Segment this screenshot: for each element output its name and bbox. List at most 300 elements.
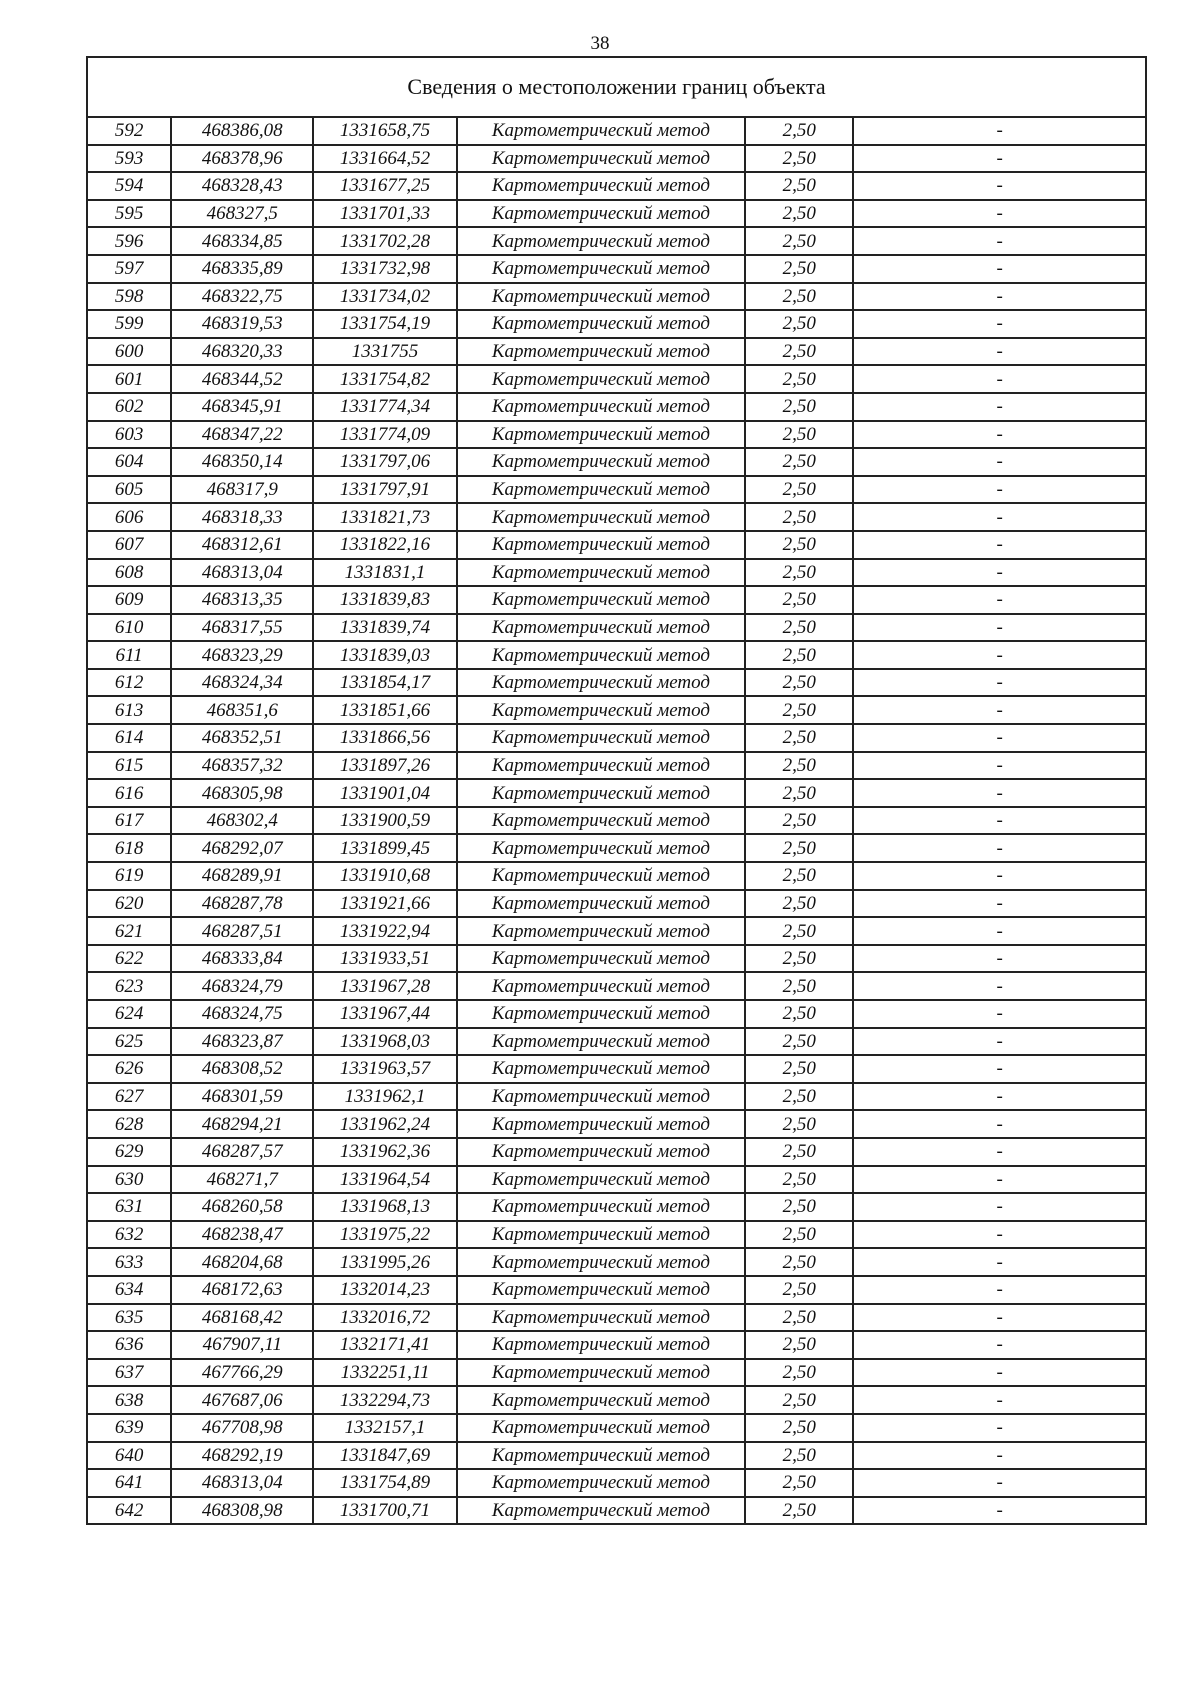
table-row [87,448,1146,476]
coordinate-y-cell: 1331702,28 [313,227,456,255]
coordinate-x-cell: 468292,19 [171,1442,313,1470]
precision-cell: 2,50 [745,476,853,504]
table-row [87,834,1146,862]
coordinate-x-cell: 468351,6 [171,696,313,724]
coordinate-y-cell: 1331839,03 [313,641,456,669]
table-row [87,310,1146,338]
description-cell: - [853,1469,1146,1497]
coordinate-x-cell: 468344,52 [171,365,313,393]
point-number-cell: 638 [87,1386,171,1414]
description-cell: - [853,559,1146,587]
method-cell: Картометрический метод [457,503,746,531]
coordinate-x-cell: 468335,89 [171,255,313,283]
description-cell: - [853,365,1146,393]
precision-cell: 2,50 [745,503,853,531]
coordinate-y-cell: 1331774,09 [313,421,456,449]
coordinate-y-cell: 1331900,59 [313,807,456,835]
precision-cell: 2,50 [745,1386,853,1414]
coordinate-y-cell: 1331899,45 [313,834,456,862]
table-row [87,365,1146,393]
table-row [87,1055,1146,1083]
point-number-cell: 627 [87,1083,171,1111]
point-number-cell: 640 [87,1442,171,1470]
table-row [87,752,1146,780]
description-cell: - [853,1386,1146,1414]
coordinate-x-cell: 468334,85 [171,227,313,255]
coordinate-x-cell: 467687,06 [171,1386,313,1414]
point-number-cell: 592 [87,117,171,145]
description-cell: - [853,724,1146,752]
precision-cell: 2,50 [745,807,853,835]
coordinate-x-cell: 468313,35 [171,586,313,614]
table-row [87,1166,1146,1194]
table-row [87,917,1146,945]
description-cell: - [853,172,1146,200]
table-row [87,227,1146,255]
method-cell: Картометрический метод [457,448,746,476]
coordinate-y-cell: 1331962,1 [313,1083,456,1111]
description-cell: - [853,1359,1146,1387]
precision-cell: 2,50 [745,586,853,614]
table-row [87,145,1146,173]
coordinate-y-cell: 1331700,71 [313,1497,456,1525]
coordinate-y-cell: 1331797,06 [313,448,456,476]
description-cell: - [853,255,1146,283]
coordinate-y-cell: 1331755 [313,338,456,366]
point-number-cell: 614 [87,724,171,752]
precision-cell: 2,50 [745,1248,853,1276]
description-cell: - [853,586,1146,614]
point-number-cell: 622 [87,945,171,973]
point-number-cell: 639 [87,1414,171,1442]
method-cell: Картометрический метод [457,1331,746,1359]
description-cell: - [853,310,1146,338]
description-cell: - [853,531,1146,559]
point-number-cell: 632 [87,1221,171,1249]
precision-cell: 2,50 [745,172,853,200]
point-number-cell: 613 [87,696,171,724]
description-cell: - [853,283,1146,311]
method-cell: Картометрический метод [457,393,746,421]
precision-cell: 2,50 [745,696,853,724]
coordinate-y-cell: 1331734,02 [313,283,456,311]
table-row [87,1359,1146,1387]
method-cell: Картометрический метод [457,862,746,890]
table-row [87,1442,1146,1470]
precision-cell: 2,50 [745,1497,853,1525]
point-number-cell: 593 [87,145,171,173]
table-row [87,503,1146,531]
point-number-cell: 594 [87,172,171,200]
method-cell: Картометрический метод [457,559,746,587]
coordinate-y-cell: 1331910,68 [313,862,456,890]
description-cell: - [853,696,1146,724]
coordinate-x-cell: 468323,29 [171,641,313,669]
table-row [87,1083,1146,1111]
method-cell: Картометрический метод [457,696,746,724]
precision-cell: 2,50 [745,834,853,862]
method-cell: Картометрический метод [457,365,746,393]
point-number-cell: 619 [87,862,171,890]
method-cell: Картометрический метод [457,283,746,311]
method-cell: Картометрический метод [457,310,746,338]
method-cell: Картометрический метод [457,917,746,945]
method-cell: Картометрический метод [457,972,746,1000]
coordinate-y-cell: 1331851,66 [313,696,456,724]
table-row [87,421,1146,449]
point-number-cell: 597 [87,255,171,283]
coordinate-y-cell: 1331962,36 [313,1138,456,1166]
table-row [87,1110,1146,1138]
coordinate-x-cell: 468168,42 [171,1304,313,1332]
description-cell: - [853,1276,1146,1304]
coordinate-x-cell: 468287,57 [171,1138,313,1166]
method-cell: Картометрический метод [457,1386,746,1414]
coordinate-x-cell: 468308,98 [171,1497,313,1525]
method-cell: Картометрический метод [457,172,746,200]
table-row [87,1193,1146,1221]
coordinate-y-cell: 1331901,04 [313,779,456,807]
coordinate-x-cell: 468322,75 [171,283,313,311]
precision-cell: 2,50 [745,1276,853,1304]
point-number-cell: 636 [87,1331,171,1359]
precision-cell: 2,50 [745,1442,853,1470]
coordinate-y-cell: 1331968,13 [313,1193,456,1221]
precision-cell: 2,50 [745,255,853,283]
coordinate-x-cell: 468352,51 [171,724,313,752]
table-row [87,641,1146,669]
coordinate-x-cell: 468328,43 [171,172,313,200]
method-cell: Картометрический метод [457,1110,746,1138]
coordinate-x-cell: 468350,14 [171,448,313,476]
precision-cell: 2,50 [745,1414,853,1442]
point-number-cell: 611 [87,641,171,669]
precision-cell: 2,50 [745,972,853,1000]
point-number-cell: 610 [87,614,171,642]
description-cell: - [853,393,1146,421]
description-cell: - [853,421,1146,449]
coordinate-x-cell: 468345,91 [171,393,313,421]
description-cell: - [853,669,1146,697]
description-cell: - [853,1193,1146,1221]
coordinate-y-cell: 1331839,74 [313,614,456,642]
table-row [87,890,1146,918]
method-cell: Картометрический метод [457,421,746,449]
coordinate-x-cell: 467766,29 [171,1359,313,1387]
table-row [87,1138,1146,1166]
method-cell: Картометрический метод [457,338,746,366]
description-cell: - [853,614,1146,642]
table-row [87,586,1146,614]
precision-cell: 2,50 [745,1359,853,1387]
point-number-cell: 635 [87,1304,171,1332]
point-number-cell: 601 [87,365,171,393]
coordinate-x-cell: 468327,5 [171,200,313,228]
coordinate-x-cell: 468287,51 [171,917,313,945]
table-row [87,1028,1146,1056]
table-row [87,724,1146,752]
coordinate-x-cell: 468317,55 [171,614,313,642]
description-cell: - [853,1028,1146,1056]
description-cell: - [853,1221,1146,1249]
point-number-cell: 596 [87,227,171,255]
coordinate-x-cell: 467708,98 [171,1414,313,1442]
description-cell: - [853,890,1146,918]
point-number-cell: 637 [87,1359,171,1387]
point-number-cell: 612 [87,669,171,697]
precision-cell: 2,50 [745,1083,853,1111]
precision-cell: 2,50 [745,531,853,559]
coordinate-x-cell: 468287,78 [171,890,313,918]
precision-cell: 2,50 [745,117,853,145]
description-cell: - [853,227,1146,255]
table-row [87,283,1146,311]
point-number-cell: 633 [87,1248,171,1276]
table-row [87,200,1146,228]
point-number-cell: 615 [87,752,171,780]
precision-cell: 2,50 [745,641,853,669]
coordinate-y-cell: 1331995,26 [313,1248,456,1276]
coordinate-y-cell: 1331921,66 [313,890,456,918]
method-cell: Картометрический метод [457,117,746,145]
coordinate-x-cell: 468323,87 [171,1028,313,1056]
coordinate-x-cell: 468312,61 [171,531,313,559]
description-cell: - [853,834,1146,862]
description-cell: - [853,917,1146,945]
description-cell: - [853,1248,1146,1276]
method-cell: Картометрический метод [457,945,746,973]
coordinate-y-cell: 1332171,41 [313,1331,456,1359]
description-cell: - [853,641,1146,669]
table-row [87,1000,1146,1028]
precision-cell: 2,50 [745,779,853,807]
coordinate-x-cell: 468324,75 [171,1000,313,1028]
coordinate-y-cell: 1331975,22 [313,1221,456,1249]
description-cell: - [853,1331,1146,1359]
precision-cell: 2,50 [745,393,853,421]
method-cell: Картометрический метод [457,669,746,697]
point-number-cell: 602 [87,393,171,421]
precision-cell: 2,50 [745,1221,853,1249]
description-cell: - [853,338,1146,366]
coordinate-y-cell: 1331897,26 [313,752,456,780]
coordinate-y-cell: 1331754,19 [313,310,456,338]
precision-cell: 2,50 [745,669,853,697]
table-row [87,862,1146,890]
coordinate-y-cell: 1331677,25 [313,172,456,200]
table-row [87,972,1146,1000]
coordinate-x-cell: 468308,52 [171,1055,313,1083]
method-cell: Картометрический метод [457,1469,746,1497]
method-cell: Картометрический метод [457,1497,746,1525]
point-number-cell: 607 [87,531,171,559]
method-cell: Картометрический метод [457,1276,746,1304]
point-number-cell: 628 [87,1110,171,1138]
coordinate-y-cell: 1331664,52 [313,145,456,173]
table-title: Сведения о местоположении границ объекта [87,57,1146,117]
precision-cell: 2,50 [745,1138,853,1166]
coordinate-x-cell: 468320,33 [171,338,313,366]
method-cell: Картометрический метод [457,1221,746,1249]
coordinate-y-cell: 1331821,73 [313,503,456,531]
table-row [87,696,1146,724]
point-number-cell: 642 [87,1497,171,1525]
table-row [87,531,1146,559]
point-number-cell: 603 [87,421,171,449]
method-cell: Картометрический метод [457,724,746,752]
method-cell: Картометрический метод [457,834,746,862]
coordinate-x-cell: 468318,33 [171,503,313,531]
coordinate-y-cell: 1331839,83 [313,586,456,614]
coordinate-x-cell: 468333,84 [171,945,313,973]
precision-cell: 2,50 [745,365,853,393]
coordinate-y-cell: 1331967,28 [313,972,456,1000]
coordinate-y-cell: 1331797,91 [313,476,456,504]
precision-cell: 2,50 [745,724,853,752]
coordinate-x-cell: 468292,07 [171,834,313,862]
method-cell: Картометрический метод [457,614,746,642]
table-row [87,393,1146,421]
point-number-cell: 616 [87,779,171,807]
precision-cell: 2,50 [745,283,853,311]
table-row [87,255,1146,283]
coordinate-x-cell: 468238,47 [171,1221,313,1249]
method-cell: Картометрический метод [457,1442,746,1470]
method-cell: Картометрический метод [457,1028,746,1056]
description-cell: - [853,972,1146,1000]
table-row [87,338,1146,366]
method-cell: Картометрический метод [457,1304,746,1332]
method-cell: Картометрический метод [457,807,746,835]
coordinate-y-cell: 1332294,73 [313,1386,456,1414]
coordinate-x-cell: 468260,58 [171,1193,313,1221]
precision-cell: 2,50 [745,1055,853,1083]
table-row [87,1304,1146,1332]
description-cell: - [853,117,1146,145]
description-cell: - [853,779,1146,807]
coordinate-x-cell: 468172,63 [171,1276,313,1304]
description-cell: - [853,1497,1146,1525]
precision-cell: 2,50 [745,559,853,587]
point-number-cell: 599 [87,310,171,338]
method-cell: Картометрический метод [457,200,746,228]
table-row [87,1386,1146,1414]
coordinate-y-cell: 1332016,72 [313,1304,456,1332]
coordinate-y-cell: 1331701,33 [313,200,456,228]
point-number-cell: 620 [87,890,171,918]
coordinate-y-cell: 1331822,16 [313,531,456,559]
coordinate-y-cell: 1331962,24 [313,1110,456,1138]
coordinate-y-cell: 1331847,69 [313,1442,456,1470]
method-cell: Картометрический метод [457,1414,746,1442]
table-row [87,614,1146,642]
table-row [87,1276,1146,1304]
coordinate-x-cell: 468271,7 [171,1166,313,1194]
point-number-cell: 631 [87,1193,171,1221]
coordinate-x-cell: 468317,9 [171,476,313,504]
precision-cell: 2,50 [745,448,853,476]
table-row [87,1414,1146,1442]
point-number-cell: 605 [87,476,171,504]
point-number-cell: 623 [87,972,171,1000]
boundary-coordinates-table [86,56,1147,1525]
point-number-cell: 624 [87,1000,171,1028]
coordinate-x-cell: 468302,4 [171,807,313,835]
description-cell: - [853,1000,1146,1028]
precision-cell: 2,50 [745,862,853,890]
description-cell: - [853,862,1146,890]
method-cell: Картометрический метод [457,1193,746,1221]
description-cell: - [853,200,1146,228]
table-row [87,945,1146,973]
table-row [87,1248,1146,1276]
method-cell: Картометрический метод [457,1083,746,1111]
description-cell: - [853,1442,1146,1470]
table-row [87,807,1146,835]
description-cell: - [853,1304,1146,1332]
precision-cell: 2,50 [745,1469,853,1497]
coordinate-x-cell: 468204,68 [171,1248,313,1276]
description-cell: - [853,1138,1146,1166]
precision-cell: 2,50 [745,1193,853,1221]
page-number: 38 [590,33,610,54]
precision-cell: 2,50 [745,945,853,973]
coordinate-y-cell: 1332251,11 [313,1359,456,1387]
table-row [87,172,1146,200]
description-cell: - [853,476,1146,504]
coordinate-x-cell: 468386,08 [171,117,313,145]
precision-cell: 2,50 [745,917,853,945]
precision-cell: 2,50 [745,614,853,642]
coordinate-x-cell: 468378,96 [171,145,313,173]
description-cell: - [853,448,1146,476]
description-cell: - [853,503,1146,531]
description-cell: - [853,1414,1146,1442]
coordinate-y-cell: 1331968,03 [313,1028,456,1056]
description-cell: - [853,807,1146,835]
point-number-cell: 604 [87,448,171,476]
point-number-cell: 600 [87,338,171,366]
table-row [87,476,1146,504]
precision-cell: 2,50 [745,1110,853,1138]
method-cell: Картометрический метод [457,752,746,780]
coordinate-x-cell: 467907,11 [171,1331,313,1359]
precision-cell: 2,50 [745,1000,853,1028]
coordinate-y-cell: 1331964,54 [313,1166,456,1194]
description-cell: - [853,1083,1146,1111]
description-cell: - [853,145,1146,173]
coordinate-y-cell: 1331732,98 [313,255,456,283]
coordinate-y-cell: 1331658,75 [313,117,456,145]
method-cell: Картометрический метод [457,1000,746,1028]
point-number-cell: 625 [87,1028,171,1056]
table-body [87,117,1146,1524]
table-row [87,779,1146,807]
coordinate-y-cell: 1331967,44 [313,1000,456,1028]
method-cell: Картометрический метод [457,779,746,807]
coordinate-y-cell: 1331754,82 [313,365,456,393]
description-cell: - [853,1055,1146,1083]
description-cell: - [853,1166,1146,1194]
precision-cell: 2,50 [745,145,853,173]
precision-cell: 2,50 [745,421,853,449]
precision-cell: 2,50 [745,1304,853,1332]
method-cell: Картометрический метод [457,255,746,283]
coordinate-y-cell: 1331922,94 [313,917,456,945]
method-cell: Картометрический метод [457,227,746,255]
method-cell: Картометрический метод [457,476,746,504]
method-cell: Картометрический метод [457,890,746,918]
